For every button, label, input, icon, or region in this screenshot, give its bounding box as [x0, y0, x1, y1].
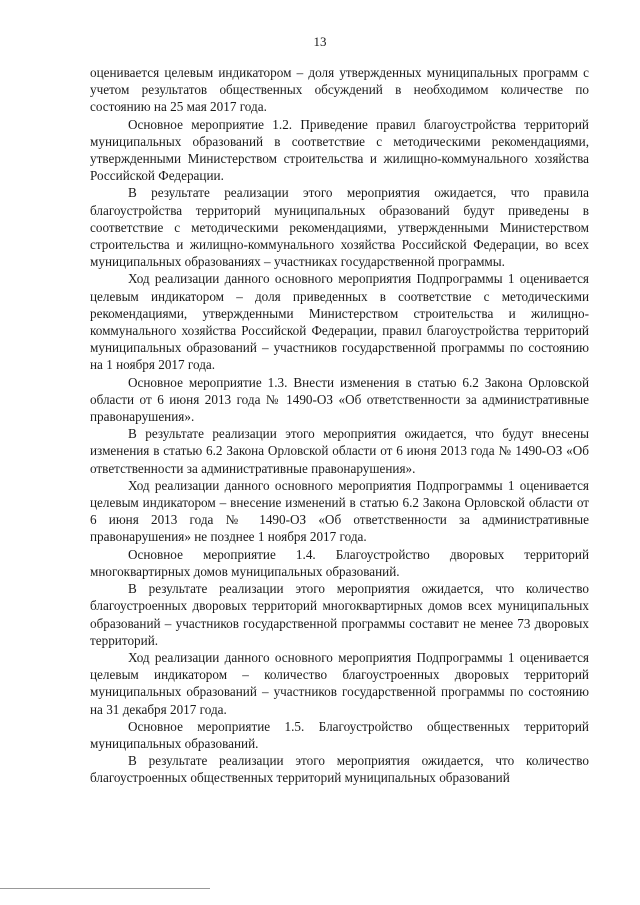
- footer-divider: [0, 888, 210, 889]
- paragraph-7: Ход реализации данного основного мероприятия Подпрограммы 1 оценивается целевым индикатором – внесение изменений в статью 6.2 Закона Орловской области от 6 июня 2013 года № 1490-ОЗ «Об ответственности за административные правонарушения» не позднее 1 ноября 2017 года.: [90, 477, 589, 545]
- paragraph-12: В результате реализации этого мероприятия ожидается, что количество благоустроенных общественных территорий муниципальных образований: [90, 753, 589, 786]
- paragraph-5: Основное мероприятие 1.3. Внести изменения в статью 6.2 Закона Орловской области от 6 июня 2013 года № 1490-ОЗ «Об ответственности за административные правонарушения».: [90, 374, 589, 425]
- paragraph-1: оценивается целевым индикатором – доля утвержденных муниципальных программ с учетом результатов общественных обсуждений в необходимом количестве по состоянию на 25 мая 2017 года.: [90, 65, 589, 115]
- paragraph-3: В результате реализации этого мероприятия ожидается, что правила благоустройства территорий муниципальных образований будут приведены в соответствие с методическими рекомендациями, утвержденными Министерством строительства и жилищно-коммунального хозяйства Российской Федерации, во всех муниципальных образованиях – участниках государственной программы.: [90, 185, 589, 270]
- paragraph-11: Основное мероприятие 1.5. Благоустройство общественных территорий муниципальных образований.: [90, 718, 589, 751]
- page-number: 13: [313, 34, 327, 49]
- paragraph-6: В результате реализации этого мероприятия ожидается, что будут внесены изменения в статью 6.2 Закона Орловской области от 6 июня 2013 года № 1490-ОЗ «Об ответственности за административные правонарушения».: [90, 426, 589, 476]
- paragraph-8: Основное мероприятие 1.4. Благоустройство дворовых территорий многоквартирных домов муниципальных образований.: [90, 546, 589, 579]
- paragraph-10: Ход реализации данного основного мероприятия Подпрограммы 1 оценивается целевым индикатором – количество благоустроенных дворовых территорий муниципальных образований – участников государственной программы по состоянию на 31 декабря 2017 года.: [90, 649, 589, 717]
- document-body: [90, 64, 589, 787]
- paragraph-9: В результате реализации этого мероприятия ожидается, что количество благоустроенных дворовых территорий многоквартирных домов всех муниципальных образований – участников государственной программы составит не менее 73 дворовых территорий.: [90, 581, 589, 648]
- paragraph-4: Ход реализации данного основного мероприятия Подпрограммы 1 оценивается целевым индикатором – доля приведенных в соответствие с методическими рекомендациями, утвержденными Министерством строительства и жилищно-коммунального хозяйства Российской Федерации, правил благоустройства территорий муниципальных образований – участников государственной программы по состоянию на 1 ноября 2017 года.: [90, 271, 589, 373]
- paragraph-2: Основное мероприятие 1.2. Приведение правил благоустройства территорий муниципальных образований в соответствие с методическими рекомендациями, утвержденными Министерством строительства и жилищно-коммунального хозяйства Российской Федерации.: [90, 116, 589, 184]
